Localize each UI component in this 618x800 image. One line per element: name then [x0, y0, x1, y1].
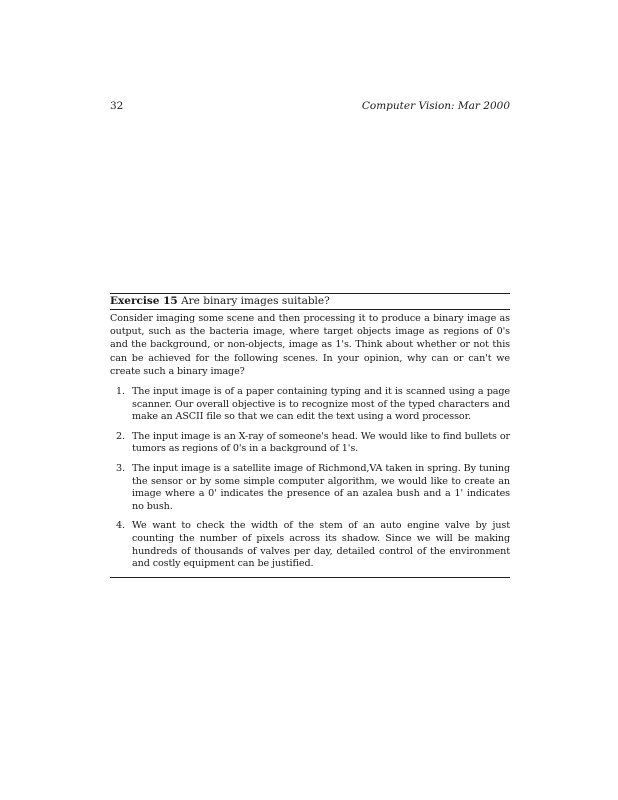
list-item-number: 2.: [116, 430, 125, 442]
running-head: [110, 99, 510, 113]
list-item: [110, 463, 510, 513]
exercise-list: [110, 386, 510, 571]
list-item-number: 4.: [116, 520, 125, 532]
list-item: [110, 431, 510, 456]
list-item: [110, 386, 510, 424]
exercise-heading: [110, 295, 510, 310]
list-item-text: The input image is of a paper containing typing and it is scanned using a page scanner. Our overall objective is to recognize most of the typed characters and make an ASCII file so that we can edit the text using a word processor.: [132, 386, 510, 423]
list-item-text: The input image is a satellite image of Richmond,VA taken in spring. By tuning the sensor or by some simple computer algorithm, we would like to create an image where a 0' indicates the presence of an azalea bush and a 1' indicates no bush.: [132, 462, 510, 512]
exercise-intro: Consider imaging some scene and then processing it to produce a binary image as output, such as the bacteria image, where target objects image as regions of 0's and the background, or non-objects, image as 1's. Think about whether or not this can be achieved for the following scenes. In your opinion, why can or can't we create such a binary image?: [110, 313, 510, 377]
list-item-number: 3.: [116, 462, 125, 474]
list-item-number: 1.: [116, 386, 125, 398]
list-item: [110, 520, 510, 570]
list-item-text: The input image is an X-ray of someone's head. We would like to find bullets or tumors as regions of 0's in a background of 1's.: [132, 430, 510, 455]
page-number: 32: [110, 100, 124, 112]
exercise-label: Exercise 15: [110, 295, 178, 307]
running-title: Computer Vision: Mar 2000: [361, 100, 510, 112]
exercise-title: Are binary images suitable?: [181, 295, 330, 307]
list-item-text: We want to check the width of the stem of an auto engine valve by just counting the number of pixels across its shadow. Since we will be making hundreds of thousands of valves per day, detailed control of the environment and costly equipment can be justified.: [132, 520, 510, 570]
exercise-box: [110, 293, 510, 578]
